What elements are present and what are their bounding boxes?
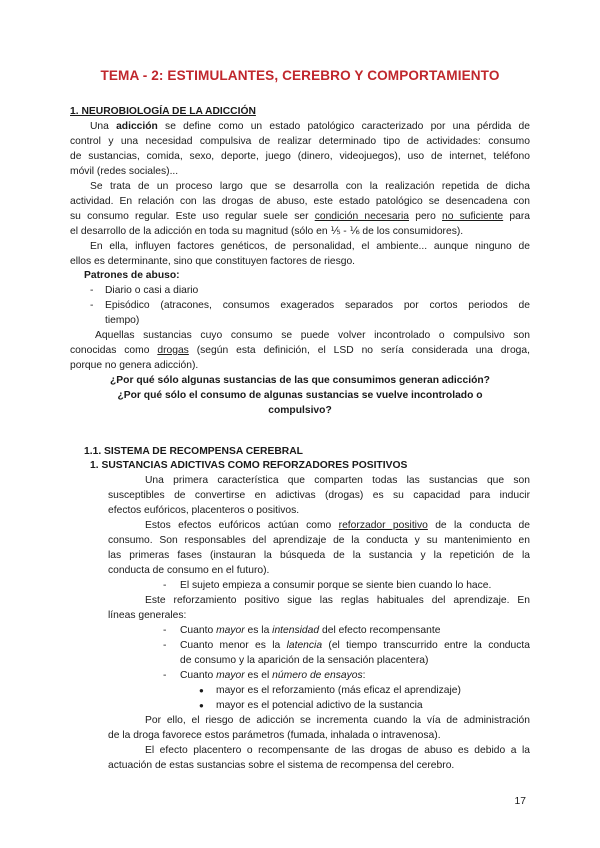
paragraph-line: conducta de consumo en el futuro). — [108, 565, 270, 576]
paragraph-line: Una adicción se define como un estado patológico caracterizado por una pérdida de — [90, 121, 530, 132]
paragraph-line: Una primera característica que comparten todas las sustancias que son — [145, 475, 530, 486]
paragraph-line: porque no genera adicción). — [70, 360, 199, 371]
list-item: El sujeto empieza a consumir porque se siente bien cuando lo hace. — [180, 580, 492, 591]
dash-marker: - — [163, 625, 167, 636]
list-item: Cuanto mayor es la intensidad del efecto recompensante — [180, 625, 441, 636]
dash-marker: - — [163, 580, 167, 591]
paragraph-line: control y una necesidad compulsiva de realizar determinado tipo de actividades: consumo — [70, 136, 530, 147]
question: ¿Por qué sólo el consumo de algunas sustancias se vuelve incontrolado o — [117, 390, 483, 401]
paragraph-line: consumo. Son responsables del aprendizaje de la conducta y su mantenimiento en — [108, 535, 530, 546]
section-heading: 1. NEUROBIOLOGÍA DE LA ADICCIÓN — [70, 106, 256, 117]
paragraph-line: conocidas como drogas (según esta definición, el LSD no sería considerada una droga, — [70, 345, 530, 356]
list-item: mayor es el potencial adictivo de la sustancia — [216, 700, 423, 711]
paragraph-line: de la droga favorece estos parámetros (fumada, inhalada o intravenosa). — [108, 730, 441, 741]
bullet-marker: ● — [199, 686, 204, 695]
paragraph-line: el desarrollo de la adicción en toda su magnitud (sólo en ⅕ - ⅙ de los consumidores). — [70, 226, 464, 237]
paragraph-line: Estos efectos eufóricos actúan como reforzador positivo de la conducta de — [145, 520, 530, 531]
paragraph-line: Por ello, el riesgo de adicción se incrementa cuando la vía de administración — [145, 715, 530, 726]
paragraph-line: actividad. En relación con las drogas de abuso, este estado patológico se desencadena con — [70, 196, 530, 207]
paragraph-line: las primeras fases (instauran la búsqueda de la sustancia y la repetición de la — [108, 550, 530, 561]
list-item: Cuanto menor es la latencia (el tiempo transcurrido entre la conducta — [180, 640, 530, 651]
subsection-heading: 1.1. SISTEMA DE RECOMPENSA CEREBRAL — [84, 446, 303, 457]
paragraph-line: móvil (redes sociales)... — [70, 166, 179, 177]
dash-marker: - — [90, 300, 94, 311]
list-item-continuation: tiempo) — [105, 315, 140, 326]
page-number: 17 — [514, 796, 526, 807]
list-item: Cuanto mayor es el número de ensayos: — [180, 670, 366, 681]
paragraph-line: Este reforzamiento positivo sigue las reglas habituales del aprendizaje. En — [145, 595, 530, 606]
dash-marker: - — [163, 640, 167, 651]
paragraph-line: Se trata de un proceso largo que se desarrolla con la realización repetida de dicha — [90, 181, 530, 192]
paragraph-line: susceptibles de convertirse en adictivas (drogas) es su capacidad para inducir — [108, 490, 530, 501]
dash-marker: - — [163, 670, 167, 681]
paragraph-line: su consumo regular. Este uso regular suele ser condición necesaria pero no suficiente para — [70, 211, 530, 222]
question: ¿Por qué sólo algunas sustancias de las que consumimos generan adicción? — [110, 375, 490, 386]
paragraph-line: efectos eufóricos, placenteros o positivos. — [108, 505, 300, 516]
page-title: TEMA - 2: ESTIMULANTES, CEREBRO Y COMPORTAMIENTO — [100, 68, 500, 83]
paragraph-line: actuación de estas sustancias sobre el sistema de recompensa del cerebro. — [108, 760, 455, 771]
paragraph-line: En ella, influyen factores genéticos, de personalidad, el ambiente... aunque ninguno de — [90, 241, 530, 252]
list-item: Episódico (atracones, consumos exagerados separados por cortos periodos de — [105, 300, 530, 311]
paragraph-line: El efecto placentero o recompensante de las drogas de abuso es debido a la — [145, 745, 530, 756]
paragraph-line: ellos es determinante, sino que constituyen factores de riesgo. — [70, 256, 356, 267]
paragraph-line: Aquellas sustancias cuyo consumo se puede volver incontrolado o compulsivo son — [95, 330, 530, 341]
subsection-subheading: 1. SUSTANCIAS ADICTIVAS COMO REFORZADORES POSITIVOS — [90, 460, 408, 471]
list-item: mayor es el reforzamiento (más eficaz el aprendizaje) — [216, 685, 461, 696]
paragraph-line: líneas generales: — [108, 610, 187, 621]
question: compulsivo? — [268, 405, 332, 416]
patterns-heading: Patrones de abuso: — [84, 270, 180, 281]
list-item-continuation: de consumo y la aparición de la sensación placentera) — [180, 655, 429, 666]
dash-marker: - — [90, 285, 94, 296]
bullet-marker: ● — [199, 701, 204, 710]
list-item: Diario o casi a diario — [105, 285, 199, 296]
paragraph-line: de sustancias, comida, sexo, deporte, juego (dinero, videojuegos), uso de internet, teléfono — [70, 151, 530, 162]
